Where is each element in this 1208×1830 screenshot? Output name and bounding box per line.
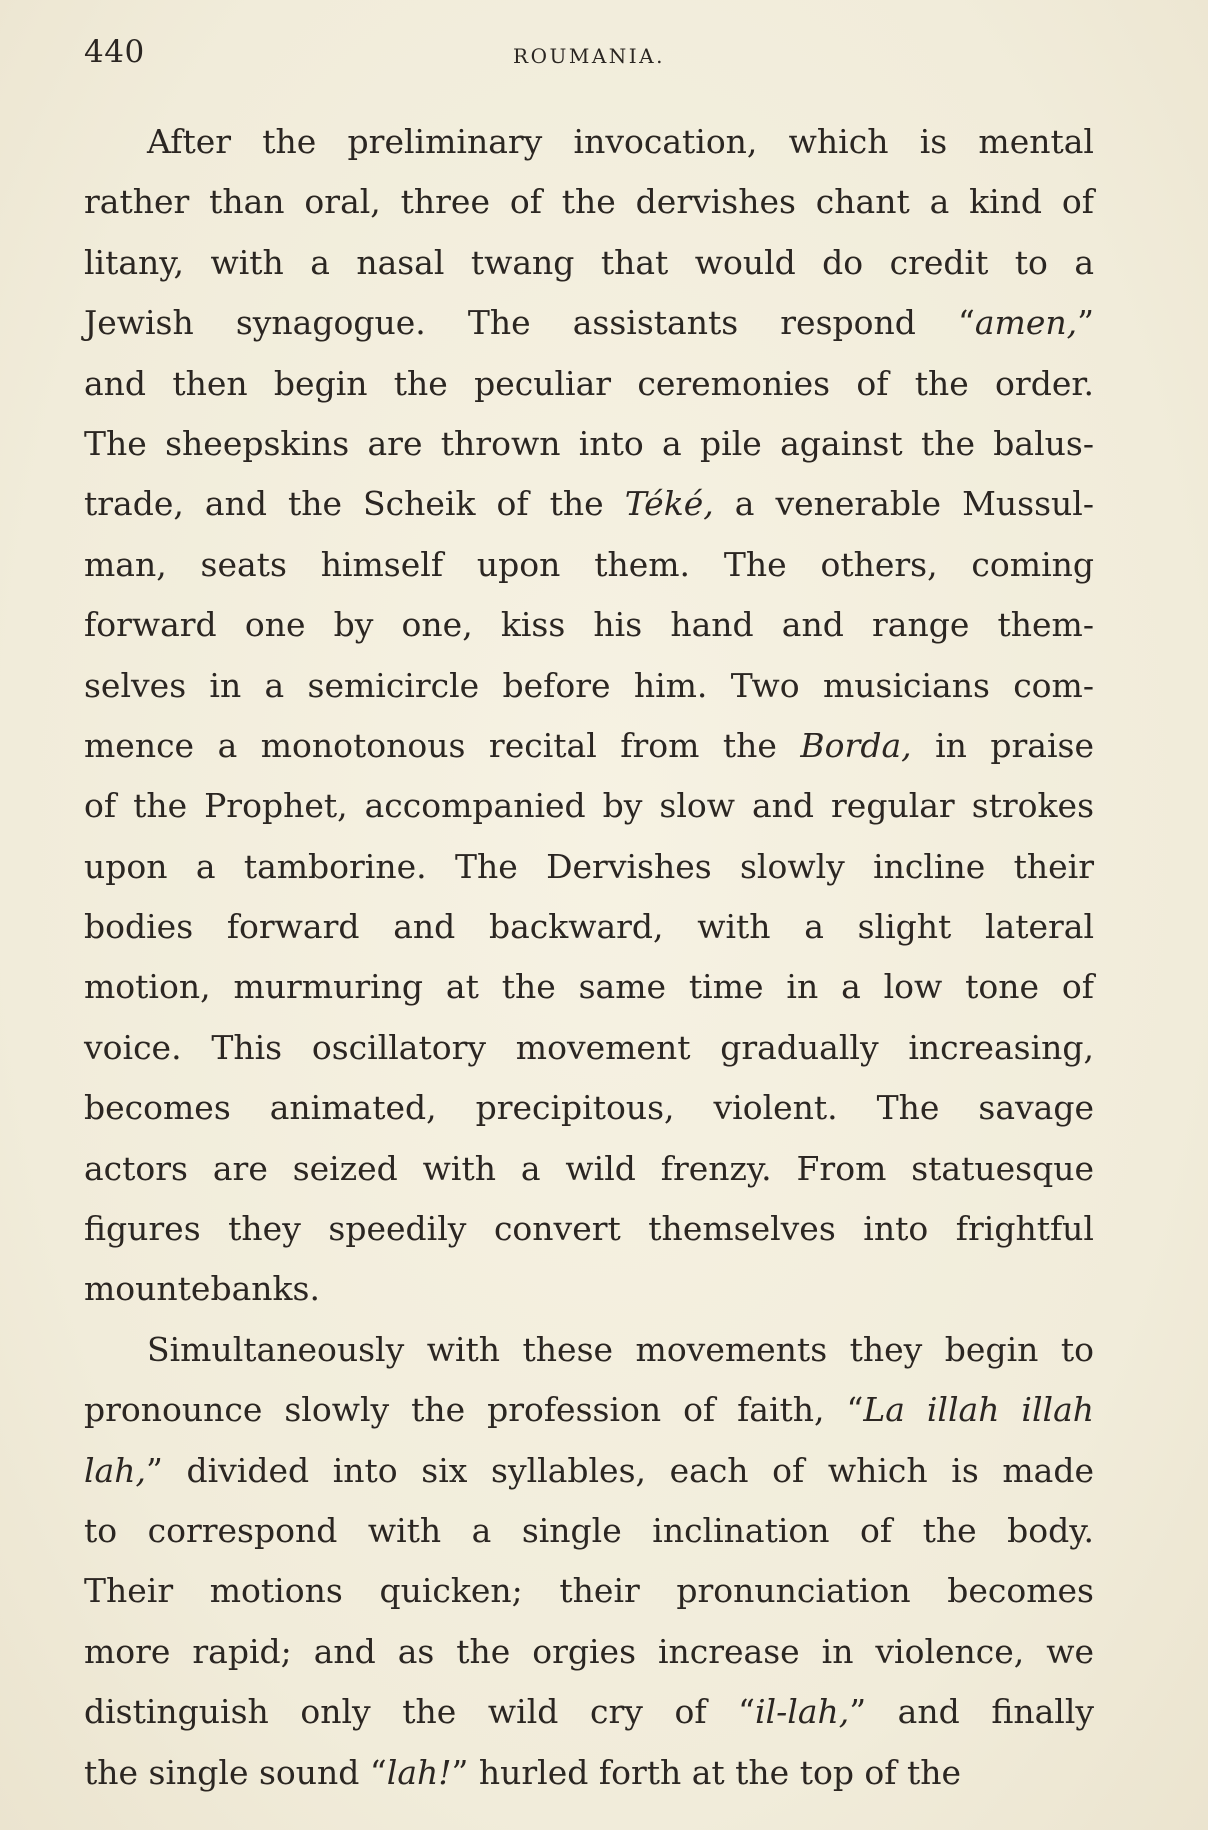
- text-run: more rapid; and as the orgies increase in violence, we: [84, 1631, 1094, 1671]
- running-head: [84, 30, 1094, 74]
- text-line: [84, 112, 1094, 172]
- text-run: The sheepskins are thrown into a pile against the balus-: [84, 423, 1094, 463]
- text-line: [84, 1139, 1094, 1199]
- italic-text: lah!: [386, 1752, 452, 1792]
- text-run: to correspond with a single inclination of the body.: [84, 1510, 1094, 1550]
- text-line: [84, 172, 1094, 232]
- italic-text: amen,: [974, 303, 1078, 343]
- text-line: [84, 837, 1094, 897]
- text-run: rather than oral, three of the dervishes chant a kind of: [84, 182, 1094, 222]
- text-run: trade, and the Scheik of the: [84, 484, 625, 524]
- text-line: [84, 1441, 1094, 1501]
- text-run: man, seats himself upon them. The others, coming: [84, 544, 1094, 584]
- text-run: ” hurled forth at the top of the: [451, 1752, 962, 1792]
- italic-text: Borda,: [800, 725, 912, 765]
- body-text: [84, 112, 1094, 1803]
- text-run: Jewish synagogue. The assistants respond “: [84, 303, 975, 343]
- text-run: a venerable Mussul-: [713, 484, 1094, 524]
- text-run: and then begin the peculiar ceremonies of the order.: [84, 363, 1094, 403]
- text-line: [84, 535, 1094, 595]
- text-line: [84, 1743, 1094, 1803]
- italic-text: il-lah,: [755, 1692, 850, 1732]
- text-run: ” divided into six syllables, each of which is made: [145, 1450, 1094, 1490]
- italic-text: La illah illah: [863, 1390, 1094, 1430]
- italic-text: Téké,: [624, 484, 714, 524]
- text-run: Simultaneously with these movements they begin to: [147, 1329, 1094, 1369]
- text-run: forward one by one, kiss his hand and range them-: [84, 605, 1094, 645]
- text-line: [84, 1561, 1094, 1621]
- text-line: [84, 414, 1094, 474]
- text-run: After the preliminary invocation, which is mental: [147, 122, 1094, 161]
- text-line: [84, 1078, 1094, 1138]
- text-run: upon a tamborine. The Dervishes slowly incline their: [84, 846, 1094, 886]
- text-line: [84, 595, 1094, 655]
- text-run: the single sound “: [84, 1752, 387, 1792]
- text-line: [84, 1199, 1094, 1259]
- text-line: [84, 233, 1094, 293]
- text-line: [84, 1018, 1094, 1078]
- text-line: [84, 1501, 1094, 1561]
- text-run: selves in a semicircle before him. Two musicians com-: [84, 665, 1094, 705]
- text-line: [84, 1320, 1094, 1380]
- text-line: [84, 293, 1094, 353]
- text-line: [84, 1682, 1094, 1742]
- running-title: ROUMANIA.: [513, 44, 665, 68]
- text-line: [84, 354, 1094, 414]
- text-run: figures they speedily convert themselves into frightful: [84, 1209, 1094, 1249]
- text-line: [84, 957, 1094, 1017]
- text-run: of the Prophet, accompanied by slow and regular strokes: [84, 786, 1094, 826]
- text-run: distinguish only the wild cry of “: [84, 1692, 755, 1732]
- italic-text: lah,: [84, 1450, 146, 1490]
- text-run: actors are seized with a wild frenzy. From statuesque: [84, 1148, 1094, 1188]
- text-line: [84, 474, 1094, 534]
- text-run: mence a monotonous recital from the: [84, 725, 801, 765]
- text-run: motion, murmuring at the same time in a low tone of: [84, 967, 1094, 1007]
- text-line: [84, 716, 1094, 776]
- text-run: becomes animated, precipitous, violent. The savage: [84, 1088, 1094, 1128]
- text-run: voice. This oscillatory movement gradually increasing,: [84, 1027, 1094, 1067]
- text-line: [84, 1622, 1094, 1682]
- text-run: ”: [1077, 303, 1094, 343]
- text-run: ” and finally: [849, 1692, 1095, 1732]
- text-line: [84, 1259, 1094, 1319]
- text-line: [84, 656, 1094, 716]
- text-run: mountebanks.: [84, 1269, 320, 1309]
- text-run: in praise: [911, 725, 1094, 765]
- text-run: Their motions quicken; their pronunciation becomes: [84, 1571, 1094, 1611]
- text-run: bodies forward and backward, with a slight lateral: [84, 907, 1094, 947]
- text-run: pronounce slowly the profession of faith, “: [84, 1390, 864, 1430]
- text-line: [84, 897, 1094, 957]
- text-line: [84, 776, 1094, 836]
- text-line: [84, 1380, 1094, 1440]
- text-run: litany, with a nasal twang that would do credit to a: [84, 242, 1094, 282]
- page-number: 440: [84, 34, 145, 70]
